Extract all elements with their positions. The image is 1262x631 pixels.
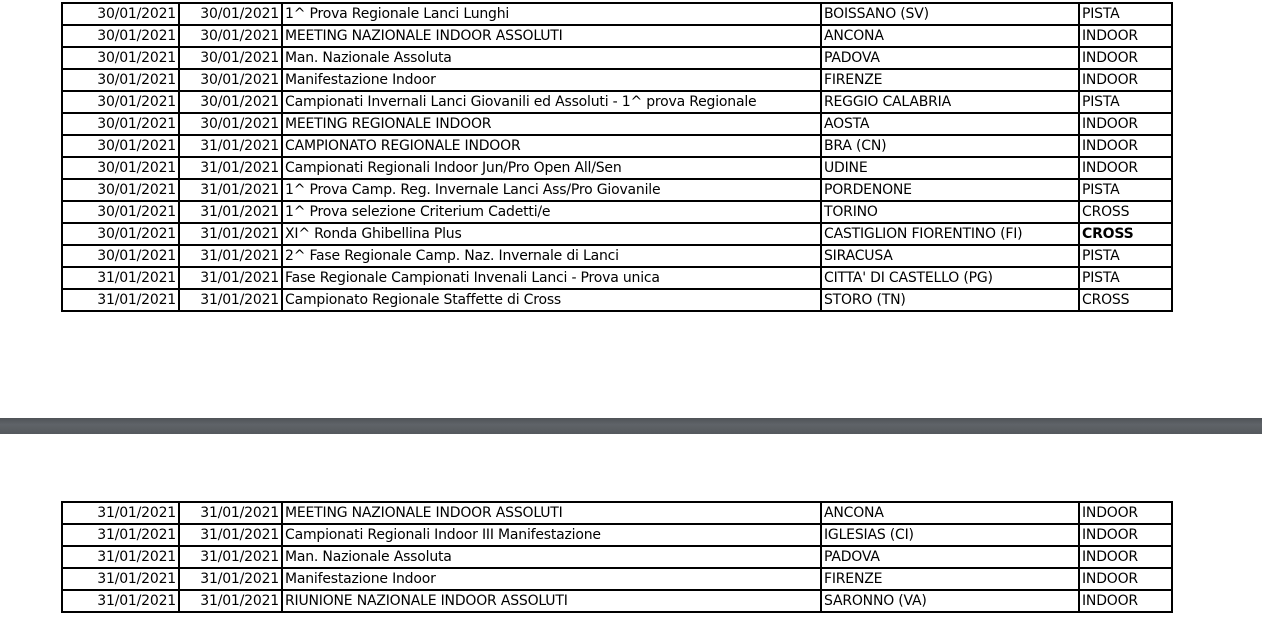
event-name-cell: MEETING NAZIONALE INDOOR ASSOLUTI	[282, 502, 821, 524]
location-cell: SIRACUSA	[821, 245, 1079, 267]
start-date-cell: 30/01/2021	[62, 25, 179, 47]
event-name-cell: 2^ Fase Regionale Camp. Naz. Invernale di Lanci	[282, 245, 821, 267]
event-type-cell: INDOOR	[1079, 590, 1172, 612]
table-row	[62, 135, 1172, 157]
event-type-cell: PISTA	[1079, 3, 1172, 25]
table-row	[62, 3, 1172, 25]
end-date-cell: 30/01/2021	[179, 47, 282, 69]
start-date-cell: 31/01/2021	[62, 502, 179, 524]
event-type-cell: INDOOR	[1079, 25, 1172, 47]
table-row	[62, 502, 1172, 524]
location-cell: REGGIO CALABRIA	[821, 91, 1079, 113]
start-date-cell: 30/01/2021	[62, 91, 179, 113]
start-date-cell: 30/01/2021	[62, 135, 179, 157]
start-date-cell: 30/01/2021	[62, 179, 179, 201]
event-type-cell: CROSS	[1079, 223, 1172, 245]
events-table-1-body	[62, 3, 1172, 311]
table-row	[62, 568, 1172, 590]
table-row	[62, 267, 1172, 289]
events-table-1	[61, 2, 1173, 312]
end-date-cell: 30/01/2021	[179, 69, 282, 91]
end-date-cell: 30/01/2021	[179, 91, 282, 113]
event-name-cell: 1^ Prova Regionale Lanci Lunghi	[282, 3, 821, 25]
location-cell: CASTIGLION FIORENTINO (FI)	[821, 223, 1079, 245]
table-row	[62, 201, 1172, 223]
table-row	[62, 25, 1172, 47]
event-name-cell: Fase Regionale Campionati Invenali Lanci - Prova unica	[282, 267, 821, 289]
event-name-cell: Man. Nazionale Assoluta	[282, 546, 821, 568]
location-cell: AOSTA	[821, 113, 1079, 135]
start-date-cell: 31/01/2021	[62, 546, 179, 568]
end-date-cell: 31/01/2021	[179, 179, 282, 201]
end-date-cell: 31/01/2021	[179, 201, 282, 223]
event-name-cell: RIUNIONE NAZIONALE INDOOR ASSOLUTI	[282, 590, 821, 612]
event-type-cell: CROSS	[1079, 289, 1172, 311]
end-date-cell: 31/01/2021	[179, 135, 282, 157]
start-date-cell: 30/01/2021	[62, 201, 179, 223]
event-type-cell: PISTA	[1079, 179, 1172, 201]
start-date-cell: 31/01/2021	[62, 267, 179, 289]
end-date-cell: 31/01/2021	[179, 568, 282, 590]
start-date-cell: 30/01/2021	[62, 245, 179, 267]
event-name-cell: MEETING NAZIONALE INDOOR ASSOLUTI	[282, 25, 821, 47]
table-row	[62, 223, 1172, 245]
end-date-cell: 30/01/2021	[179, 25, 282, 47]
start-date-cell: 31/01/2021	[62, 590, 179, 612]
event-type-cell: INDOOR	[1079, 69, 1172, 91]
event-type-cell: INDOOR	[1079, 524, 1172, 546]
location-cell: PADOVA	[821, 47, 1079, 69]
table-row	[62, 69, 1172, 91]
start-date-cell: 30/01/2021	[62, 69, 179, 91]
table-row	[62, 91, 1172, 113]
event-name-cell: Manifestazione Indoor	[282, 69, 821, 91]
location-cell: FIRENZE	[821, 568, 1079, 590]
event-type-cell: CROSS	[1079, 201, 1172, 223]
event-name-cell: Man. Nazionale Assoluta	[282, 47, 821, 69]
table-row	[62, 47, 1172, 69]
table-row	[62, 289, 1172, 311]
table-row	[62, 590, 1172, 612]
start-date-cell: 30/01/2021	[62, 223, 179, 245]
location-cell: UDINE	[821, 157, 1079, 179]
location-cell: BRA (CN)	[821, 135, 1079, 157]
event-name-cell: CAMPIONATO REGIONALE INDOOR	[282, 135, 821, 157]
event-type-cell: INDOOR	[1079, 546, 1172, 568]
location-cell: BOISSANO (SV)	[821, 3, 1079, 25]
location-cell: ANCONA	[821, 25, 1079, 47]
start-date-cell: 30/01/2021	[62, 157, 179, 179]
table-row	[62, 245, 1172, 267]
end-date-cell: 31/01/2021	[179, 524, 282, 546]
event-type-cell: INDOOR	[1079, 568, 1172, 590]
start-date-cell: 30/01/2021	[62, 47, 179, 69]
event-type-cell: PISTA	[1079, 267, 1172, 289]
location-cell: TORINO	[821, 201, 1079, 223]
location-cell: STORO (TN)	[821, 289, 1079, 311]
start-date-cell: 30/01/2021	[62, 113, 179, 135]
page-separator	[0, 418, 1262, 434]
location-cell: PORDENONE	[821, 179, 1079, 201]
events-table-2	[61, 501, 1173, 613]
event-name-cell: XI^ Ronda Ghibellina Plus	[282, 223, 821, 245]
event-type-cell: INDOOR	[1079, 135, 1172, 157]
event-name-cell: Campionato Regionale Staffette di Cross	[282, 289, 821, 311]
event-type-cell: INDOOR	[1079, 47, 1172, 69]
end-date-cell: 31/01/2021	[179, 157, 282, 179]
end-date-cell: 30/01/2021	[179, 3, 282, 25]
event-name-cell: 1^ Prova Camp. Reg. Invernale Lanci Ass/Pro Giovanile	[282, 179, 821, 201]
table-row	[62, 157, 1172, 179]
event-name-cell: Campionati Regionali Indoor III Manifestazione	[282, 524, 821, 546]
location-cell: IGLESIAS (CI)	[821, 524, 1079, 546]
start-date-cell: 31/01/2021	[62, 568, 179, 590]
document-page-2	[0, 434, 1262, 631]
event-type-cell: INDOOR	[1079, 502, 1172, 524]
end-date-cell: 30/01/2021	[179, 113, 282, 135]
location-cell: SARONNO (VA)	[821, 590, 1079, 612]
table-row	[62, 524, 1172, 546]
event-type-cell: PISTA	[1079, 245, 1172, 267]
event-name-cell: Campionati Regionali Indoor Jun/Pro Open All/Sen	[282, 157, 821, 179]
event-type-cell: INDOOR	[1079, 113, 1172, 135]
location-cell: CITTA' DI CASTELLO (PG)	[821, 267, 1079, 289]
end-date-cell: 31/01/2021	[179, 502, 282, 524]
location-cell: FIRENZE	[821, 69, 1079, 91]
location-cell: PADOVA	[821, 546, 1079, 568]
table-row	[62, 179, 1172, 201]
event-type-cell: INDOOR	[1079, 157, 1172, 179]
event-type-cell: PISTA	[1079, 91, 1172, 113]
end-date-cell: 31/01/2021	[179, 245, 282, 267]
event-name-cell: Manifestazione Indoor	[282, 568, 821, 590]
location-cell: ANCONA	[821, 502, 1079, 524]
start-date-cell: 31/01/2021	[62, 524, 179, 546]
end-date-cell: 31/01/2021	[179, 267, 282, 289]
event-name-cell: 1^ Prova selezione Criterium Cadetti/e	[282, 201, 821, 223]
event-name-cell: Campionati Invernali Lanci Giovanili ed Assoluti - 1^ prova Regionale	[282, 91, 821, 113]
table-row	[62, 546, 1172, 568]
start-date-cell: 31/01/2021	[62, 289, 179, 311]
start-date-cell: 30/01/2021	[62, 3, 179, 25]
end-date-cell: 31/01/2021	[179, 590, 282, 612]
end-date-cell: 31/01/2021	[179, 289, 282, 311]
end-date-cell: 31/01/2021	[179, 546, 282, 568]
end-date-cell: 31/01/2021	[179, 223, 282, 245]
event-name-cell: MEETING REGIONALE INDOOR	[282, 113, 821, 135]
table-row	[62, 113, 1172, 135]
events-table-2-body	[62, 502, 1172, 612]
